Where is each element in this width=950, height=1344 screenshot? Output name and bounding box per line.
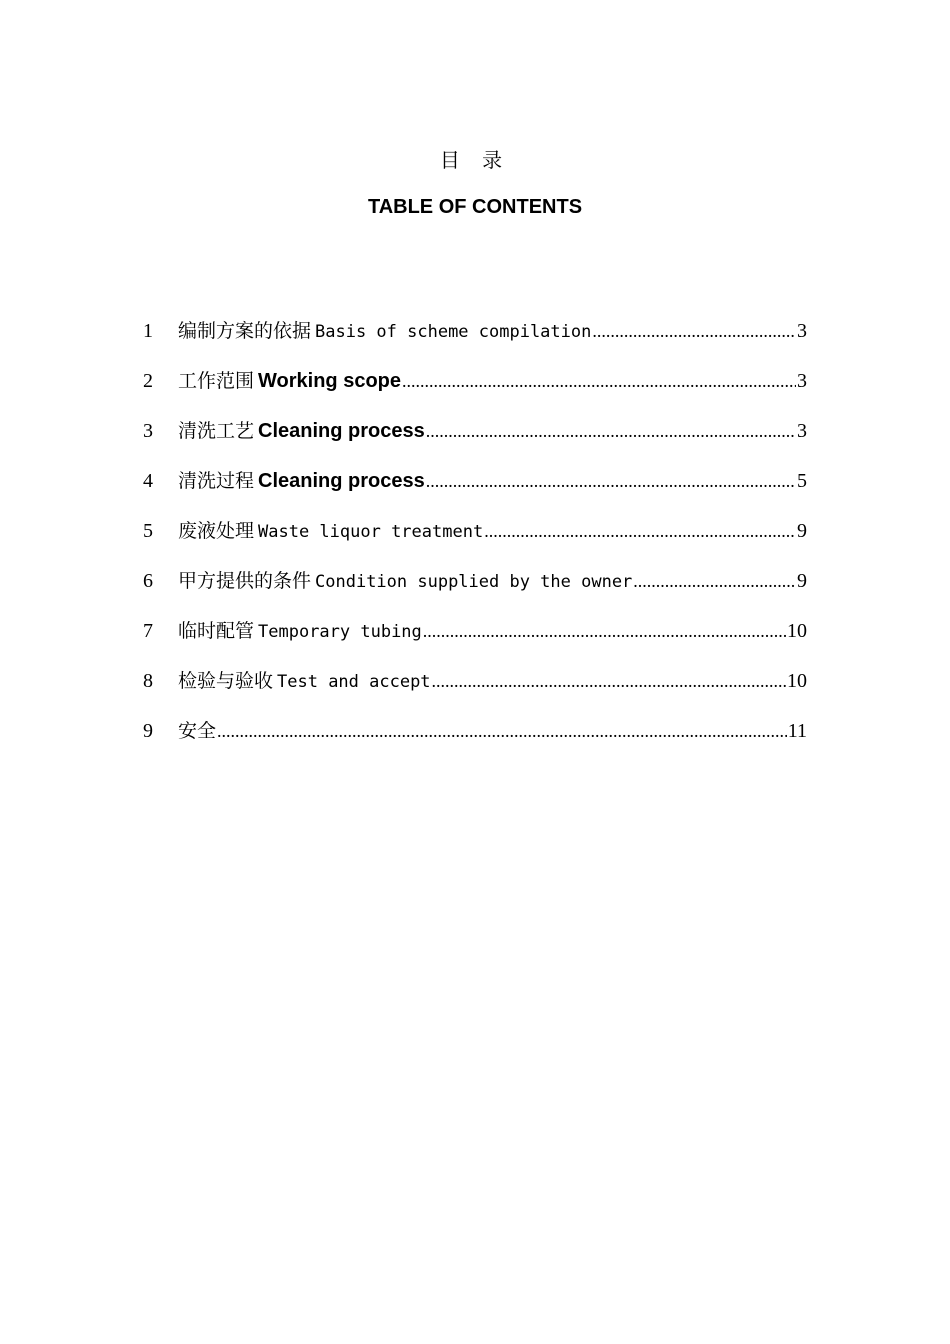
- toc-dot-leader: [484, 521, 796, 542]
- table-of-contents: [143, 316, 807, 766]
- toc-entry-number: 9: [143, 720, 153, 742]
- toc-entry[interactable]: [143, 716, 807, 766]
- toc-entry-title-cn: 清洗过程: [178, 470, 255, 492]
- toc-dot-leader: [402, 371, 796, 392]
- toc-entry[interactable]: [143, 416, 807, 466]
- toc-entry-page: 10: [787, 670, 807, 692]
- toc-dot-leader: [217, 721, 787, 742]
- toc-entry-page: 9: [797, 570, 807, 592]
- toc-entry-number: 5: [143, 520, 153, 542]
- toc-entry-title-en: Working scope: [258, 370, 402, 392]
- toc-entry[interactable]: [143, 466, 807, 516]
- toc-dot-leader: [426, 471, 796, 492]
- toc-dot-leader: [423, 621, 786, 642]
- toc-entry-number: 6: [143, 570, 153, 592]
- toc-entry-page: 11: [787, 720, 807, 742]
- toc-entry-page: 5: [797, 470, 807, 492]
- toc-entry-title-en: Test and accept: [277, 672, 431, 692]
- toc-entry-title-cn: 清洗工艺: [178, 420, 255, 442]
- toc-entry-page: 3: [797, 420, 807, 442]
- toc-entry-number: 4: [143, 470, 153, 492]
- toc-entry-title-cn: 编制方案的依据: [178, 320, 312, 342]
- toc-entry-number: 3: [143, 420, 153, 442]
- toc-dot-leader: [592, 321, 796, 342]
- toc-dot-leader: [426, 421, 796, 442]
- toc-entry[interactable]: [143, 316, 807, 366]
- toc-dot-leader: [432, 671, 786, 692]
- toc-entry-number: 8: [143, 670, 153, 692]
- toc-entry-title-cn: 甲方提供的条件: [178, 570, 312, 592]
- toc-title-chinese: 目 录: [439, 148, 511, 172]
- toc-entry-number: 7: [143, 620, 153, 642]
- toc-entry-title-cn: 临时配管: [178, 620, 255, 642]
- toc-entry-page: 10: [787, 620, 807, 642]
- toc-title-english: TABLE OF CONTENTS: [367, 196, 583, 218]
- toc-entry-number: 1: [143, 320, 153, 342]
- toc-entry-number: 2: [143, 370, 153, 392]
- toc-dot-leader: [633, 571, 796, 592]
- toc-entry[interactable]: [143, 366, 807, 416]
- toc-entry-page: 3: [797, 370, 807, 392]
- toc-entry-title-en: Waste liquor treatment: [258, 522, 484, 542]
- toc-entry-title-en: Basis of scheme compilation: [315, 322, 592, 342]
- toc-entry[interactable]: [143, 666, 807, 716]
- toc-entry-page: 3: [797, 320, 807, 342]
- toc-entry-title-en: Condition supplied by the owner: [315, 572, 633, 592]
- toc-entry-title-cn: 安全: [178, 720, 217, 742]
- toc-entry-title-cn: 工作范围: [178, 370, 255, 392]
- toc-entry-page: 9: [797, 520, 807, 542]
- toc-entry[interactable]: [143, 516, 807, 566]
- toc-entry[interactable]: [143, 616, 807, 666]
- toc-entry-title-cn: 检验与验收: [178, 670, 274, 692]
- toc-entry[interactable]: [143, 566, 807, 616]
- toc-entry-title-en: Temporary tubing: [258, 622, 422, 642]
- toc-entry-title-cn: 废液处理: [178, 520, 255, 542]
- toc-entry-title-en: Cleaning process: [258, 420, 425, 442]
- toc-entry-title-en: Cleaning process: [258, 470, 425, 492]
